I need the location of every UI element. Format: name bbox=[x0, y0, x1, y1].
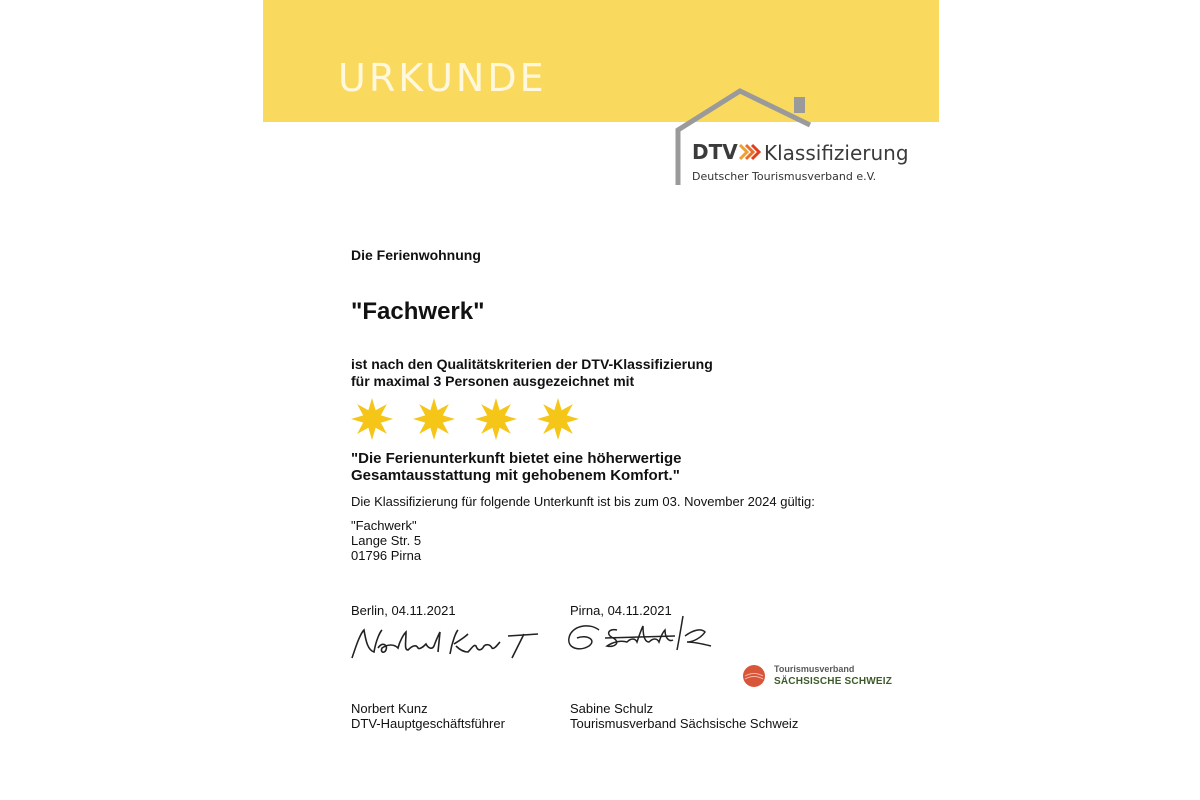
star-icon bbox=[413, 398, 455, 440]
address-city: 01796 Pirna bbox=[351, 548, 422, 563]
certificate-title: URKUNDE bbox=[338, 56, 547, 100]
property-name: "Fachwerk" bbox=[351, 298, 485, 325]
criteria-line-1: ist nach den Qualitätskriterien der DTV-Klassifizierung bbox=[351, 356, 713, 372]
star-icon bbox=[537, 398, 579, 440]
address-street: Lange Str. 5 bbox=[351, 533, 422, 548]
left-signer-name: Norbert Kunz bbox=[351, 701, 428, 716]
star-rating bbox=[350, 396, 590, 442]
star-icon bbox=[475, 398, 517, 440]
logo-dtv-text: DTV bbox=[692, 140, 738, 164]
right-place-date: Pirna, 04.11.2021 bbox=[570, 603, 672, 618]
quote-line-1: "Die Ferienunterkunft bietet eine höherwertige bbox=[351, 450, 682, 467]
signature-sabine-schulz bbox=[565, 612, 725, 660]
right-signer-name: Sabine Schulz bbox=[570, 701, 654, 716]
partner-logo-top-text: Tourismusverband bbox=[774, 664, 855, 674]
tourismusverband-logo-icon bbox=[742, 664, 766, 688]
signature-norbert-kunz bbox=[348, 622, 543, 664]
right-signer-role: Tourismusverband Sächsische Schweiz bbox=[570, 716, 799, 731]
validity-text: Die Klassifizierung für folgende Unterkunft ist bis zum 03. November 2024 gültig: bbox=[351, 494, 815, 509]
left-place-date: Berlin, 04.11.2021 bbox=[351, 603, 456, 618]
logo-klassifizierung-text: Klassifizierung bbox=[764, 141, 909, 165]
chevron-right-icon bbox=[738, 143, 762, 161]
intro-text: Die Ferienwohnung bbox=[351, 247, 481, 263]
address-name: "Fachwerk" bbox=[351, 518, 417, 533]
left-signer-role: DTV-Hauptgeschäftsführer bbox=[351, 716, 505, 731]
logo-subtitle: Deutscher Tourismusverband e.V. bbox=[692, 170, 877, 183]
partner-logo-bottom-text: SÄCHSISCHE SCHWEIZ bbox=[774, 676, 893, 687]
star-icon bbox=[351, 398, 393, 440]
criteria-line-2: für maximal 3 Personen ausgezeichnet mit bbox=[351, 373, 635, 389]
quote-line-2: Gesamtausstattung mit gehobenem Komfort." bbox=[351, 467, 680, 484]
